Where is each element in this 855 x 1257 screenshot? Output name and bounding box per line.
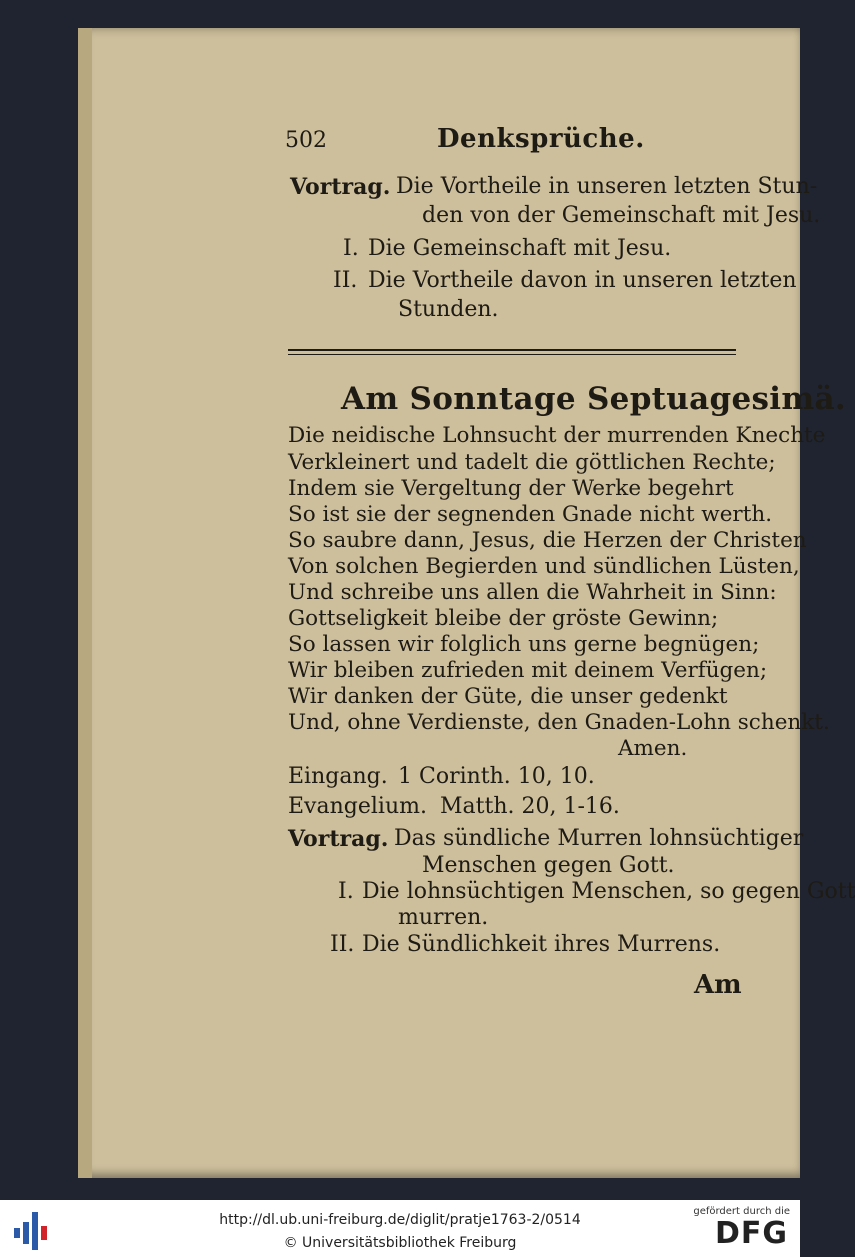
point-text: Die Vortheile davon in unseren letzten [368, 268, 797, 293]
eingang-reference: 1 Corinth. 10, 10. [398, 764, 595, 789]
point-text: Die lohnsüchtigen Menschen, so gegen Gott [362, 879, 855, 904]
section-heading: Am Sonntage Septuagesimä. [341, 381, 846, 417]
poem-line: So ist sie der segnenden Gnade nicht werth. [288, 502, 773, 527]
poem-line: Von solchen Begierden und sündlichen Lüsten, [288, 554, 800, 579]
amen: Amen. [618, 736, 688, 761]
vortrag-text-line2: den von der Gemeinschaft mit Jesu. [422, 203, 821, 228]
eingang-label: Eingang. [288, 764, 388, 789]
vortrag-label: Vortrag. [290, 174, 391, 200]
evangelium-reference: Matth. 20, 1-16. [440, 794, 620, 819]
poem-line: So saubre dann, Jesus, die Herzen der Christen [288, 528, 807, 553]
permalink-url[interactable]: http://dl.ub.uni-freiburg.de/diglit/pratje1763-2/0514 [219, 1212, 581, 1228]
vortrag-text-line1: Das sündliche Murren lohnsüchtiger [394, 826, 804, 851]
evangelium-label: Evangelium. [288, 794, 427, 819]
vortrag-text-line1: Die Vortheile in unseren letzten Stun- [396, 174, 818, 199]
point-number: II. [330, 932, 355, 957]
point-number: II. [333, 268, 358, 293]
poem-line: Indem sie Vergeltung der Werke begehrt [288, 476, 734, 501]
vortrag-label: Vortrag. [288, 826, 389, 852]
section-rule-thick [288, 349, 736, 351]
point-number: I. [338, 879, 354, 904]
section-rule-thin [288, 354, 736, 355]
poem-line: Die neidische Lohnsucht der murrenden Knechte [288, 423, 826, 448]
funded-by-label: gefördert durch die [693, 1206, 790, 1217]
point-text: Die Gemeinschaft mit Jesu. [368, 236, 672, 261]
poem-line: So lassen wir folglich uns gerne begnügen; [288, 632, 760, 657]
vortrag-text-line2: Menschen gegen Gott. [422, 853, 675, 878]
copyright-notice: © Universitätsbibliothek Freiburg [283, 1235, 517, 1251]
page-gutter-edge [78, 28, 92, 1178]
dfg-logo[interactable]: DFG [714, 1216, 788, 1251]
poem-line: Verkleinert und tadelt die göttlichen Rechte; [288, 450, 776, 475]
poem-line: Gottseligkeit bleibe der gröste Gewinn; [288, 606, 719, 631]
poem-line: Und schreibe uns allen die Wahrheit in Sinn: [288, 580, 777, 605]
poem-line: Und, ohne Verdienste, den Gnaden-Lohn schenkt. [288, 710, 830, 735]
running-head: Denksprüche. [437, 124, 645, 154]
poem-line: Wir bleiben zufrieden mit deinem Verfügen; [288, 658, 768, 683]
poem-line: Wir danken der Güte, die unser gedenkt [288, 684, 728, 709]
point-text-continuation: murren. [398, 905, 489, 930]
page-number: 502 [285, 128, 327, 153]
point-number: I. [343, 236, 359, 261]
point-text: Die Sündlichkeit ihres Murrens. [362, 932, 721, 957]
point-text-continuation: Stunden. [398, 297, 499, 322]
catchword: Am [694, 970, 742, 1000]
